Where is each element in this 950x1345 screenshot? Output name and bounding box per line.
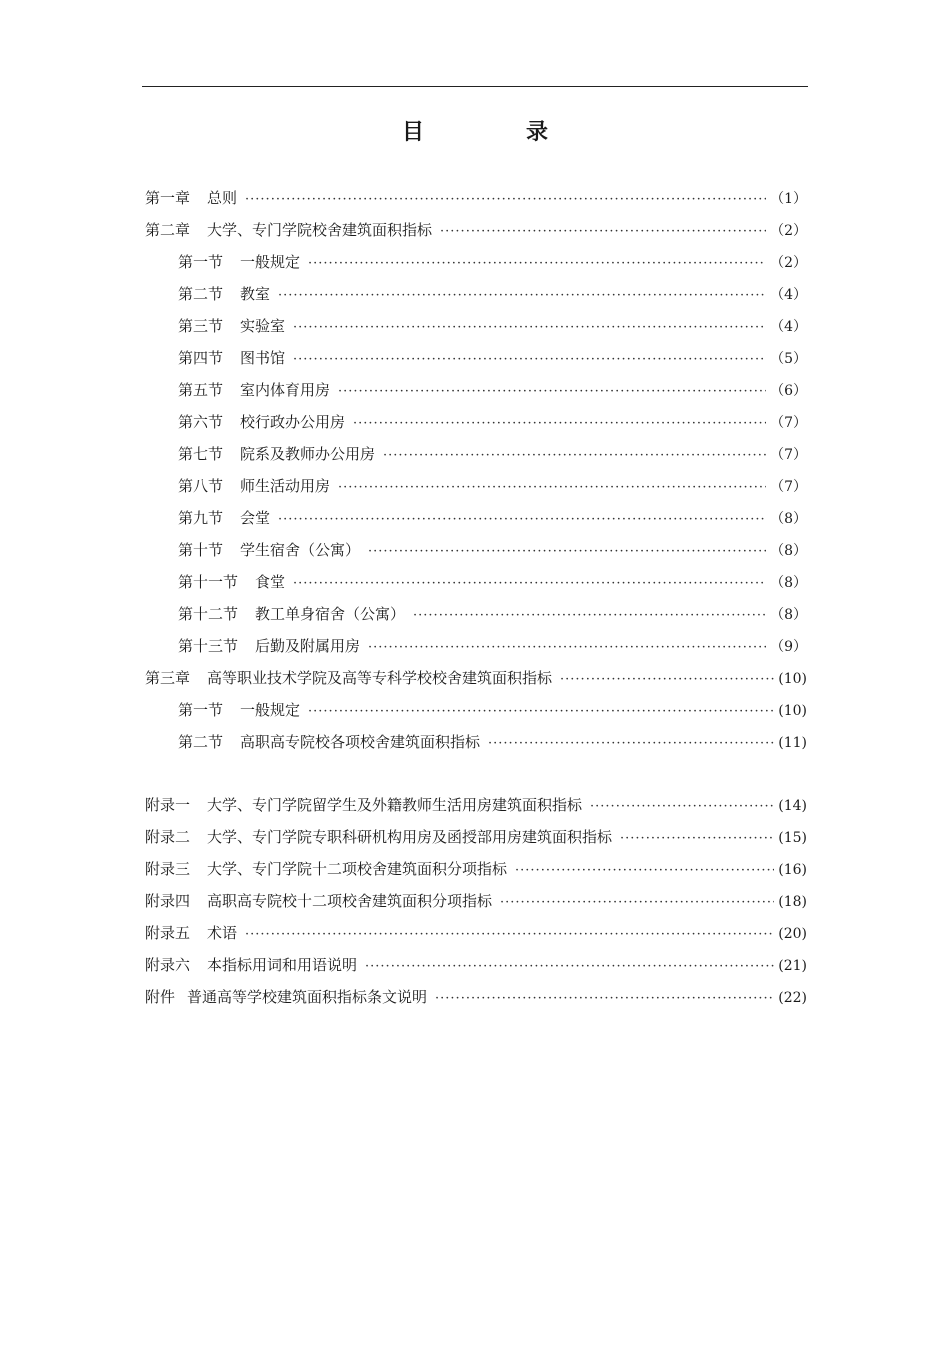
toc-entry-title: 高等职业技术学院及高等专科学校校舍建筑面积指标	[207, 669, 553, 687]
toc-leader-dots	[488, 728, 774, 760]
toc-leader-dots	[368, 632, 766, 664]
toc-entry-number: 第八节	[178, 477, 224, 495]
toc-entry-number: 第三节	[178, 317, 224, 335]
toc-entry-number: 附录三	[145, 860, 191, 878]
toc-entry-number: 附录一	[145, 796, 191, 814]
toc-entry-number: 第七节	[178, 445, 224, 463]
toc-entry-title: 总则	[207, 189, 238, 207]
toc-entry-title: 师生活动用房	[240, 477, 331, 495]
toc-leader-dots	[278, 280, 766, 312]
toc-entry-title: 大学、专门学院十二项校舍建筑面积分项指标	[207, 860, 508, 878]
toc-entry-number: 第十三节	[178, 637, 239, 655]
toc-entry[interactable]	[145, 694, 807, 726]
toc-leader-dots	[365, 951, 774, 983]
toc-entry-title: 大学、专门学院校舍建筑面积指标	[207, 221, 433, 239]
toc-entry[interactable]	[145, 502, 807, 534]
toc-leader-dots	[245, 919, 774, 951]
toc-entry-page: (10)	[778, 671, 807, 687]
toc-leader-dots	[368, 536, 766, 568]
toc-entry-number: 附录五	[145, 924, 191, 942]
toc-entry-title: 食堂	[255, 573, 286, 591]
toc-entry-page: （2）	[770, 223, 807, 239]
toc-entry[interactable]	[145, 374, 807, 406]
toc-entry[interactable]	[145, 438, 807, 470]
toc-entry-page: （8）	[770, 575, 807, 591]
toc-entry-page: （8）	[770, 607, 807, 623]
toc-entry-title: 校行政办公用房	[240, 413, 346, 431]
toc-leader-dots	[308, 248, 766, 280]
toc-entry[interactable]	[145, 726, 807, 758]
toc-entry-number: 第二章	[145, 221, 191, 239]
toc-entry-number: 第一节	[178, 253, 224, 271]
toc-entry-number: 第一节	[178, 701, 224, 719]
toc-entry[interactable]	[145, 566, 807, 598]
toc-entry-page: (21)	[778, 958, 807, 974]
toc-entry[interactable]	[145, 182, 807, 214]
toc-entry[interactable]	[145, 342, 807, 374]
toc-leader-dots	[293, 568, 766, 600]
toc-leader-dots	[413, 600, 766, 632]
toc-entry-page: （8）	[770, 543, 807, 559]
toc-entry-page: （5）	[770, 351, 807, 367]
toc-entry[interactable]	[145, 406, 807, 438]
table-of-contents	[145, 182, 807, 1013]
toc-entry-page: (20)	[778, 926, 807, 942]
toc-entry-page: （7）	[770, 447, 807, 463]
toc-entry-number: 附录二	[145, 828, 191, 846]
toc-entry[interactable]	[145, 534, 807, 566]
toc-entry-title: 教室	[240, 285, 271, 303]
toc-entry-page: (18)	[778, 894, 807, 910]
toc-entry[interactable]	[145, 949, 807, 981]
toc-appendices	[145, 789, 807, 1013]
toc-entry-title: 教工单身宿舍（公寓）	[255, 605, 406, 623]
toc-leader-dots	[515, 855, 774, 887]
header-rule	[142, 86, 808, 87]
toc-leader-dots	[308, 696, 774, 728]
toc-entry-number: 附录六	[145, 956, 191, 974]
toc-leader-dots	[560, 664, 774, 696]
toc-spacer	[145, 758, 807, 789]
toc-entry-number: 第十节	[178, 541, 224, 559]
toc-entry-page: (22)	[778, 990, 807, 1006]
toc-leader-dots	[500, 887, 774, 919]
toc-entry[interactable]	[145, 662, 807, 694]
toc-entry[interactable]	[145, 789, 807, 821]
toc-leader-dots	[353, 408, 766, 440]
toc-entry-title: 后勤及附属用房	[255, 637, 361, 655]
toc-entry-page: （2）	[770, 255, 807, 271]
toc-entry[interactable]	[145, 885, 807, 917]
toc-entry-number: 附录四	[145, 892, 191, 910]
toc-entry[interactable]	[145, 246, 807, 278]
toc-entry-page: (11)	[778, 735, 807, 751]
toc-entry-title: 会堂	[240, 509, 271, 527]
toc-entry-title: 高职高专院校十二项校舍建筑面积分项指标	[207, 892, 493, 910]
toc-entry[interactable]	[145, 981, 807, 1013]
toc-entry-page: （9）	[770, 639, 807, 655]
toc-entry-number: 第二节	[178, 733, 224, 751]
toc-entry-number: 第四节	[178, 349, 224, 367]
toc-entry-title: 一般规定	[240, 253, 301, 271]
toc-entry[interactable]	[145, 278, 807, 310]
toc-entry-title: 高职高专院校各项校舍建筑面积指标	[240, 733, 481, 751]
toc-entry-page: （6）	[770, 383, 807, 399]
toc-entry-title: 大学、专门学院专职科研机构用房及函授部用房建筑面积指标	[207, 828, 613, 846]
toc-entry-number: 第十二节	[178, 605, 239, 623]
toc-entry[interactable]	[145, 821, 807, 853]
toc-entry-page: （8）	[770, 511, 807, 527]
toc-entry-page: (14)	[778, 798, 807, 814]
toc-leader-dots	[338, 376, 766, 408]
toc-entry[interactable]	[145, 214, 807, 246]
toc-entry-number: 第三章	[145, 669, 191, 687]
toc-entry-number: 第二节	[178, 285, 224, 303]
toc-entry[interactable]	[145, 470, 807, 502]
toc-entry-title: 学生宿舍（公寓）	[240, 541, 361, 559]
toc-leader-dots	[440, 216, 766, 248]
toc-entry-page: (10)	[778, 703, 807, 719]
toc-entry[interactable]	[145, 853, 807, 885]
toc-leader-dots	[293, 312, 766, 344]
toc-entry-number: 第六节	[178, 413, 224, 431]
toc-entry-page: (15)	[778, 830, 807, 846]
toc-entry-page: （7）	[770, 479, 807, 495]
toc-entry-number: 第五节	[178, 381, 224, 399]
toc-entry[interactable]	[145, 630, 807, 662]
toc-entry-number: 附件	[145, 988, 176, 1006]
toc-entry-title: 一般规定	[240, 701, 301, 719]
page-title: 目 录	[401, 119, 588, 145]
toc-leader-dots	[245, 184, 766, 216]
toc-entry[interactable]	[145, 917, 807, 949]
toc-entry-number: 第一章	[145, 189, 191, 207]
toc-entry-title: 室内体育用房	[240, 381, 331, 399]
toc-entry-page: （1）	[770, 191, 807, 207]
toc-entry-title: 大学、专门学院留学生及外籍教师生活用房建筑面积指标	[207, 796, 583, 814]
toc-entry-title: 术语	[207, 924, 238, 942]
toc-entry-page: （7）	[770, 415, 807, 431]
toc-entry-page: （4）	[770, 287, 807, 303]
toc-entry-title: 图书馆	[240, 349, 286, 367]
toc-entry-page: (16)	[778, 862, 807, 878]
toc-entry-title: 本指标用词和用语说明	[207, 956, 358, 974]
toc-leader-dots	[278, 504, 766, 536]
toc-leader-dots	[293, 344, 766, 376]
toc-entry-number: 第十一节	[178, 573, 239, 591]
toc-leader-dots	[383, 440, 766, 472]
toc-entry-title: 实验室	[240, 317, 286, 335]
toc-entry-title: 院系及教师办公用房	[240, 445, 376, 463]
toc-leader-dots	[590, 791, 774, 823]
toc-leader-dots	[620, 823, 774, 855]
toc-chapters	[145, 182, 807, 758]
toc-entry[interactable]	[145, 310, 807, 342]
toc-leader-dots	[435, 983, 774, 1015]
toc-entry-title: 普通高等学校建筑面积指标条文说明	[187, 988, 428, 1006]
toc-leader-dots	[338, 472, 766, 504]
toc-entry-page: （4）	[770, 319, 807, 335]
toc-entry-number: 第九节	[178, 509, 224, 527]
toc-entry[interactable]	[145, 598, 807, 630]
